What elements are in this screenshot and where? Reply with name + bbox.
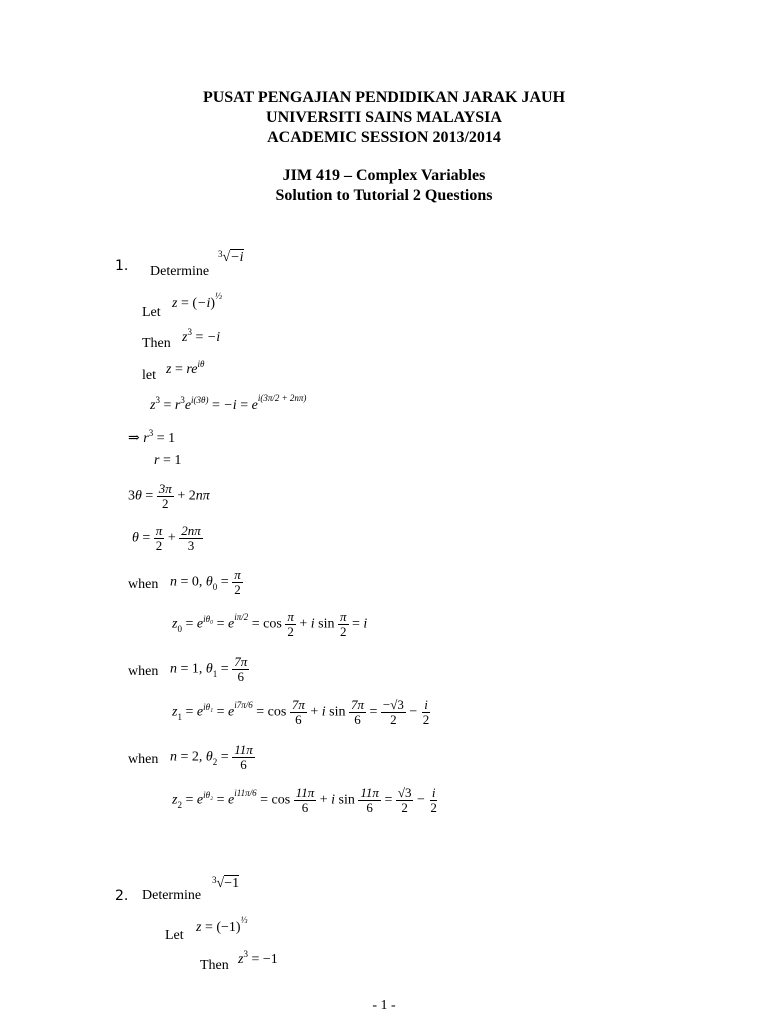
let-label-q2: Let (165, 928, 184, 943)
eq-z-def: $z = (-i)^{\frac{1}{3}}$ (172, 291, 222, 311)
cube-root-minus-i: $^3$√−i (218, 249, 244, 265)
then-label-q2: Then (200, 958, 229, 973)
session-line: ACADEMIC SESSION 2013/2014 (267, 129, 501, 146)
page-number: - 1 - (372, 998, 396, 1013)
eq-3theta: 3θ = $\frac{3\pi}{2}$ + 2nπ (128, 481, 210, 511)
document-subtitle: Solution to Tutorial 2 Questions (275, 187, 493, 204)
question-2-number: 2. (115, 888, 129, 904)
cube-root-minus-1: $^3$√−1 (212, 875, 240, 891)
eq-theta0: n = 0, $\theta_0$ = $\frac{\pi}{2}$ (170, 567, 241, 597)
when-label-1: when (128, 664, 159, 679)
question-1-number: 1. (115, 258, 129, 274)
eq-r: r = 1 (154, 453, 182, 468)
eq-z-cubed-exp: $z^3 = r^3e^{i(3\theta)} = -i = e^{i(3\pi/2 + 2n\pi)}$ (150, 393, 307, 413)
when-label-2: when (128, 752, 159, 767)
eq-z-def-q2: $z = (-1)^{\frac{1}{3}}$ (196, 915, 248, 935)
university-line: UNIVERSITI SAINS MALAYSIA (266, 109, 502, 126)
question-2-determine: Determine (142, 888, 202, 903)
eq-z0: $z_0 = e^{i\theta_0} = e^{i\pi/2} = \cos$ $\frac{\pi}{2}$ + i sin $\frac{\pi}{2}$ = i (172, 609, 368, 639)
eq-z2: $z_2 = e^{i\theta_2} = e^{i11\pi/6} = \cos$ $\frac{11\pi}{6}$ + i sin $\frac{11\pi}{6}$ = $\frac{√3}{2}$ − $\frac{i}{2}$ (172, 785, 437, 815)
let-label-2: let (142, 368, 156, 383)
when-label-0: when (128, 577, 159, 592)
eq-r-cubed: ⇒ $r^3 = 1$ (128, 428, 176, 446)
course-title: JIM 419 – Complex Variables (282, 167, 486, 184)
question-1-determine: Determine (150, 264, 210, 279)
eq-z-cubed: $z^3 = -i$ (182, 327, 221, 345)
eq-z-cubed-q2: $z^3 = -1$ (238, 949, 278, 967)
eq-theta: θ = $\frac{\pi}{2}$ + $\frac{2n\pi}{3}$ (132, 523, 201, 553)
eq-polar: $z = re^{i\theta}$ (166, 359, 205, 377)
then-label: Then (142, 336, 171, 351)
let-label: Let (142, 305, 161, 320)
institution-line: PUSAT PENGAJIAN PENDIDIKAN JARAK JAUH (202, 89, 566, 106)
eq-z1: $z_1 = e^{i\theta_1} = e^{i7\pi/6} = \cos$ $\frac{7\pi}{6}$ + i sin $\frac{7\pi}{6}$ = $\frac{-√3}{2}$ − $\frac{i}{2}$ (172, 697, 430, 727)
eq-theta1: n = 1, $\theta_1$ = $\frac{7\pi}{6}$ (170, 654, 248, 684)
eq-theta2: n = 2, $\theta_2$ = $\frac{11\pi}{6}$ (170, 742, 253, 772)
